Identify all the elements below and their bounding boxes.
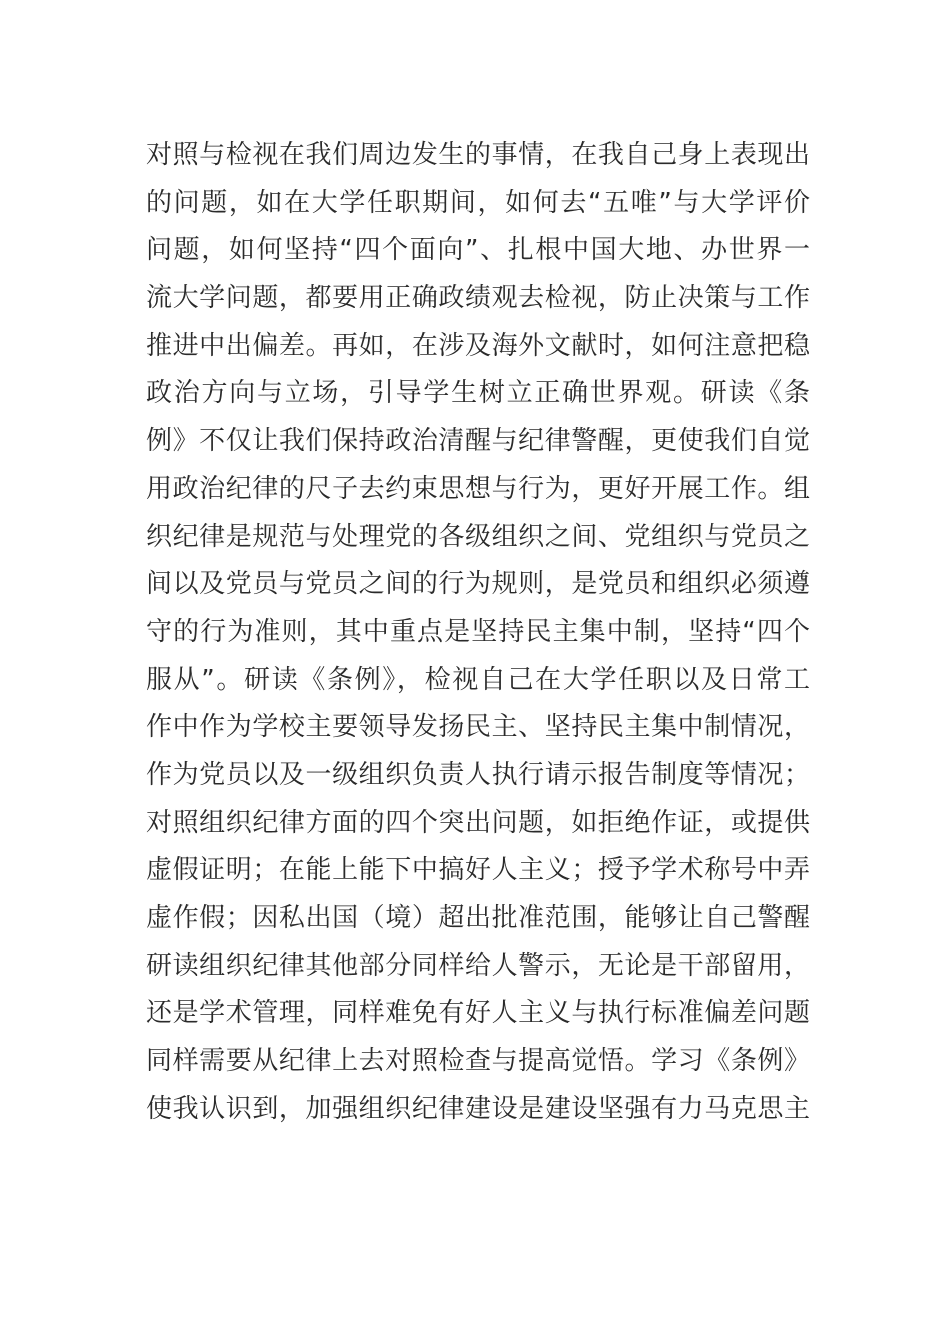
- text-line: 研读组织纪律其他部分同样给人警示，无论是干部留用，: [146, 950, 810, 981]
- text-line: 作中作为学校主要领导发扬民主、坚持民主集中制情况，: [146, 712, 810, 743]
- text-line: 流大学问题，都要用正确政绩观去检视，防止决策与工作: [146, 283, 810, 314]
- text-line: 间以及党员与党员之间的行为规则，是党员和组织必须遵: [146, 569, 810, 600]
- text-line: 虚作假；因私出国（境）超出批准范围，能够让自己警醒: [146, 903, 810, 933]
- text-line: 守的行为准则，其中重点是坚持民主集中制，坚持“四个: [146, 616, 810, 647]
- text-line: 对照组织纪律方面的四个突出问题，如拒绝作证，或提供: [146, 807, 810, 838]
- text-line: 同样需要从纪律上去对照检查与提高觉悟。学习《条例》: [146, 1046, 810, 1077]
- text-line: 服从”。研读《条例》，检视自己在大学任职以及日常工: [146, 664, 810, 695]
- text-line: 使我认识到，加强组织纪律建设是建设坚强有力马克思主: [146, 1093, 810, 1124]
- text-line: 对照与检视在我们周边发生的事情，在我自己身上表现出: [146, 140, 810, 170]
- text-line: 问题，如何坚持“四个面向”、扎根中国大地、办世界一: [146, 235, 810, 266]
- text-line: 推进中出偏差。再如，在涉及海外文献时，如何注意把稳: [146, 330, 810, 361]
- text-line: 还是学术管理，同样难免有好人主义与执行标准偏差问题: [146, 998, 810, 1029]
- text-line: 作为党员以及一级组织负责人执行请示报告制度等情况；: [146, 759, 810, 790]
- text-line: 织纪律是规范与处理党的各级组织之间、党组织与党员之: [146, 521, 810, 552]
- text-line: 的问题，如在大学任职期间，如何去“五唯”与大学评价: [146, 187, 810, 218]
- text-line: 例》不仅让我们保持政治清醒与纪律警醒，更使我们自觉: [146, 426, 810, 457]
- text-line: 虚假证明；在能上能下中搞好人主义；授予学术称号中弄: [146, 855, 810, 886]
- body-text: [146, 132, 810, 1133]
- text-line: 政治方向与立场，引导学生树立正确世界观。研读《条: [146, 378, 810, 409]
- text-line: 用政治纪律的尺子去约束思想与行为，更好开展工作。组: [146, 473, 810, 504]
